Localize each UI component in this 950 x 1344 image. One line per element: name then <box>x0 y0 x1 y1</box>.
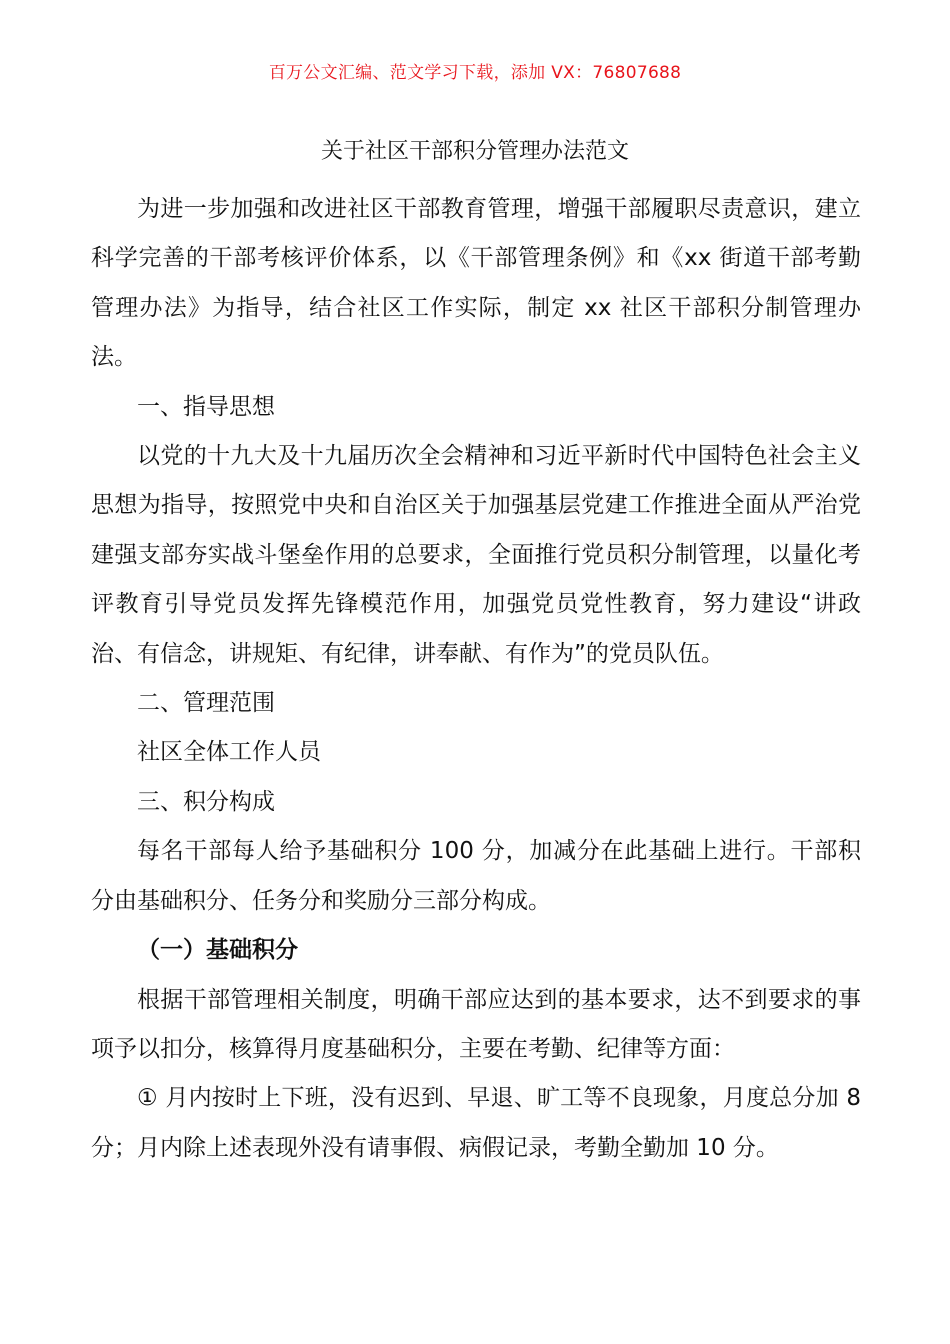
subsection-heading-base-points: （一）基础积分 <box>137 937 298 964</box>
document-title: 关于社区干部积分管理办法范文 <box>320 139 629 164</box>
base-points-paragraph: 根据干部管理相关制度，明确干部应达到的基本要求，达不到要求的事项予以扣分，核算得月度基础积分，主要在考勤、纪律等方面： <box>91 986 861 1062</box>
document-body <box>91 185 861 1173</box>
section-heading-guiding-ideology: 一、指导思想 <box>137 393 275 420</box>
section-heading-management-scope: 二、管理范围 <box>137 690 275 717</box>
promo-header: 百万公文汇编、范文学习下载，添加 VX：76807688 <box>268 63 682 83</box>
guiding-ideology-paragraph: 以党的十九大及十九届历次全会精神和习近平新时代中国特色社会主义思想为指导，按照党中央和自治区关于加强基层党建工作推进全面从严治党建强支部夯实战斗堡垒作用的总要求，全面推行党员积分制管理，以量化考评教育引导党员发挥先锋模范作用，加强党员党性教育，努力建设“讲政治、有信念，讲规矩、有纪律，讲奉献、有作为”的党员队伍。 <box>91 443 861 667</box>
points-structure-paragraph: 每名干部每人给予基础积分 100 分，加减分在此基础上进行。干部积分由基础积分、任务分和奖励分三部分构成。 <box>91 838 861 914</box>
section-heading-points-structure: 三、积分构成 <box>137 788 275 815</box>
management-scope-paragraph: 社区全体工作人员 <box>137 739 321 766</box>
intro-paragraph: 为进一步加强和改进社区干部教育管理，增强干部履职尽责意识，建立科学完善的干部考核评价体系，以《干部管理条例》和《xx 街道干部考勤管理办法》为指导，结合社区工作实际，制定 xx 社区干部积分制管理办法。 <box>91 196 861 371</box>
attendance-rule-paragraph: ① 月内按时上下班，没有迟到、早退、旷工等不良现象，月度总分加 8 分；月内除上述表现外没有请事假、病假记录，考勤全勤加 10 分。 <box>91 1085 861 1161</box>
